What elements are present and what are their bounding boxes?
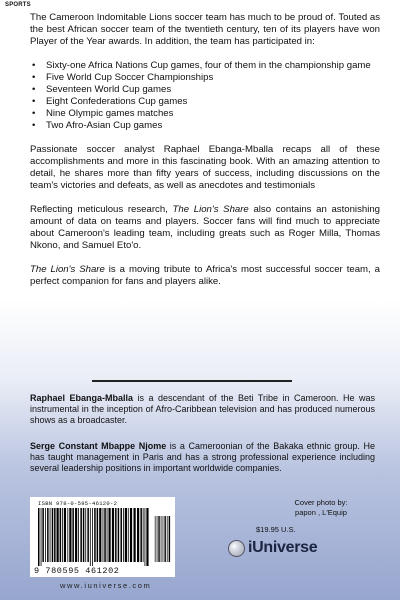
cover-credit-name: papon , L'Equip	[295, 508, 347, 517]
list-item: • Two Afro-Asian Cup games	[44, 120, 380, 132]
list-item: • Seventeen World Cup games	[44, 84, 380, 96]
globe-icon	[228, 540, 245, 557]
blurb	[30, 12, 380, 300]
barcode-image	[36, 508, 171, 566]
book-title: The Lion's Share	[30, 264, 105, 275]
category-label: SPORTS	[5, 2, 31, 8]
ean-digits: 9 780595 461202	[34, 566, 120, 576]
website-url: www.iuniverse.com	[60, 581, 152, 590]
tribute-paragraph	[30, 264, 380, 288]
research-paragraph	[30, 204, 380, 252]
coauthor-bio	[30, 441, 375, 474]
achievement-list	[30, 60, 380, 132]
list-item: • Five World Cup Soccer Championships	[44, 72, 380, 84]
publisher-logo-text: iUniverse	[248, 539, 318, 556]
cover-credit	[286, 498, 356, 518]
coauthor-name: Serge Constant Mbappe Njome	[30, 441, 167, 451]
isbn-text: ISBN 978-0-595-46120-2	[38, 500, 118, 507]
author-bio	[30, 393, 375, 426]
tribute-text: is a moving tribute to Africa's most successful soccer team, a perfect companion for fans and players alike.	[30, 264, 381, 287]
publisher-logo	[228, 538, 317, 558]
author-bio-text: is a descendant of the Beti Tribe in Cameroon. He was instrumental in the inception of Afro-Caribbean television and has produced numerous shows as a broadcaster.	[30, 393, 375, 425]
list-item: • Sixty-one Africa Nations Cup games, four of them in the championship game	[44, 60, 380, 72]
research-lead: Reflecting meticulous research,	[30, 204, 173, 215]
book-title: The Lion's Share	[172, 204, 249, 215]
intro-paragraph: The Cameroon Indomitable Lions soccer team has much to be proud of. Touted as the best African soccer team of the twentieth century, ten of its players have won Player of the Year awards. In addition, the team has participated in:	[30, 12, 380, 47]
list-item: • Eight Confederations Cup games	[44, 96, 380, 108]
cover-credit-label: Cover photo by:	[294, 498, 348, 507]
research-text: also contains an astonishing amount of data on teams and players. Soccer fans will find much to appreciate about Cameroon's leading team, including greats such as Roger Milla, Thomas Nkono, and Samuel Eto'o.	[30, 204, 381, 251]
author-name: Raphael Ebanga-Mballa	[30, 393, 134, 403]
price: $19.95 U.S.	[256, 525, 296, 534]
author-summary-paragraph: Passionate soccer analyst Raphael Ebanga-Mballa recaps all of these accomplishments and more in this fascinating book. With an amazing attention to detail, he shares more than fifty years of success, including discussions on the team's victories and defeats, as well as anecdotes and testimonials	[30, 144, 380, 191]
divider	[92, 380, 292, 382]
barcode-block	[30, 497, 175, 577]
list-item: • Nine Olympic games matches	[44, 108, 380, 120]
coauthor-bio-text: is a Cameroonian of the Bakaka ethnic group. He has taught management in Paris and has a strong professional experience including several leadership positions in important worldwide companies.	[30, 441, 375, 473]
